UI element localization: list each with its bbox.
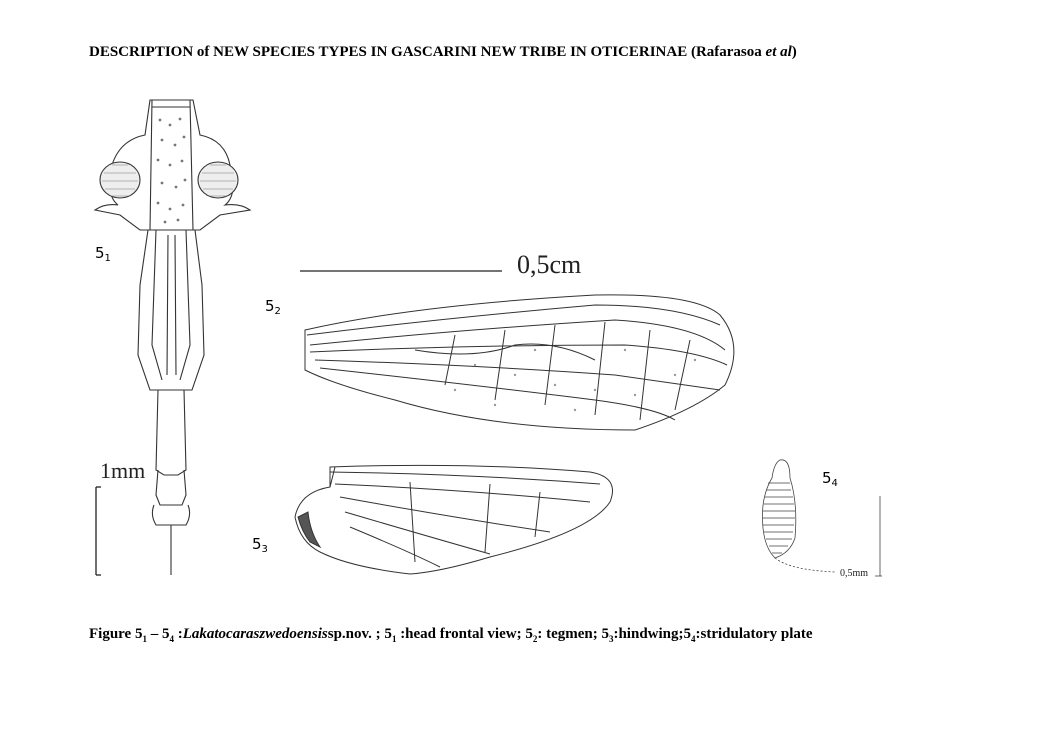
title-end: ) — [791, 44, 797, 60]
figure-label-5-4: $5_4$ — [822, 469, 838, 489]
head-scale-bar — [92, 485, 102, 577]
tegmen-scale-label: 0,5cm — [517, 250, 582, 279]
page-title — [89, 44, 797, 61]
hindwing-drawing — [290, 462, 620, 577]
head-frontal-view-drawing — [90, 95, 260, 580]
figure-label-5-2: $5_2$ — [265, 297, 281, 317]
title-italic: et al — [765, 44, 792, 60]
title-text: DESCRIPTION of NEW SPECIES TYPES IN GASCARINI NEW TRIBE IN OTICERINAE (Rafarasoa — [89, 44, 766, 60]
figure-label-5-1: $5_1$ — [95, 244, 111, 264]
figure-caption: Figure $5_1 - 5_4$ :Lakatocaraszwedoensissp.nov. ; $5_1$ :head frontal view; $5_2$: tegmen; $5_3:hindwing;5_4:stridulatory$ plate — [89, 626, 813, 644]
species-name: Lakatocaraszwedoensis — [182, 626, 328, 642]
plate-scale-label: 0,5mm — [840, 568, 869, 579]
tegmen-scale-bar — [300, 268, 505, 274]
head-scale-label: 1mm — [100, 458, 146, 483]
tegmen-drawing — [295, 290, 745, 450]
figure-label-5-3: $5_3$ — [252, 535, 268, 555]
